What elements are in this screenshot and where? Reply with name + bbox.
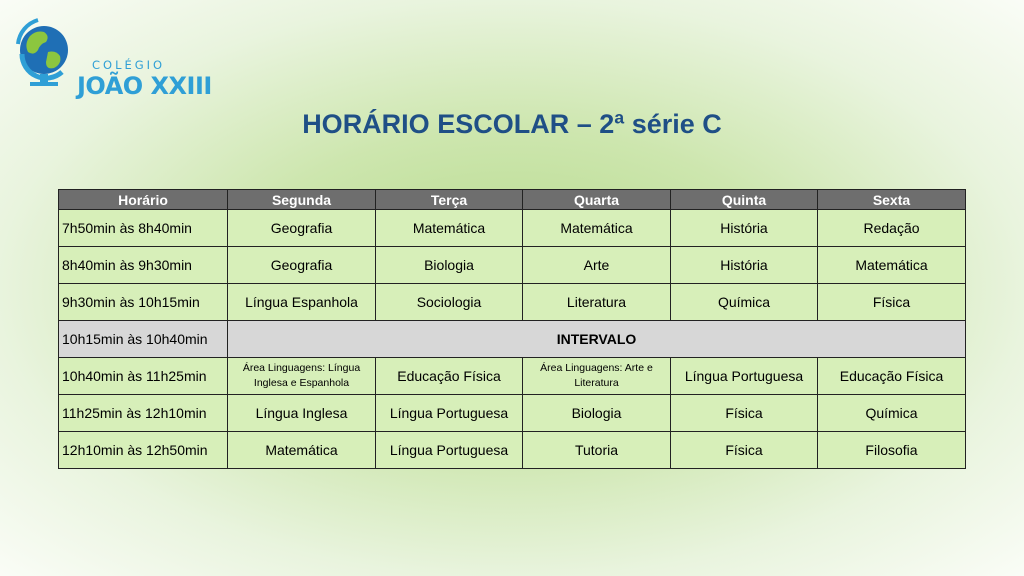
class-cell: Língua Portuguesa bbox=[376, 395, 523, 432]
class-cell: Redação bbox=[818, 210, 966, 247]
class-cell: Área Linguagens: Arte e Literatura bbox=[523, 358, 671, 395]
class-cell: História bbox=[671, 247, 818, 284]
table-row bbox=[59, 432, 966, 469]
class-cell: Área Linguagens: Língua Inglesa e Espanhola bbox=[228, 358, 376, 395]
class-cell: Literatura bbox=[523, 284, 671, 321]
class-cell: Educação Física bbox=[376, 358, 523, 395]
header-quinta: Quinta bbox=[671, 190, 818, 210]
table-header-row bbox=[59, 190, 966, 210]
class-cell: Língua Inglesa bbox=[228, 395, 376, 432]
header-quarta: Quarta bbox=[523, 190, 671, 210]
header-segunda: Segunda bbox=[228, 190, 376, 210]
interval-row bbox=[59, 321, 966, 358]
table-row bbox=[59, 210, 966, 247]
school-logo bbox=[10, 14, 240, 100]
class-cell: Física bbox=[818, 284, 966, 321]
class-cell: Química bbox=[671, 284, 818, 321]
table-row bbox=[59, 247, 966, 284]
table-row bbox=[59, 395, 966, 432]
class-cell: Matemática bbox=[376, 210, 523, 247]
class-cell: Química bbox=[818, 395, 966, 432]
schedule-table bbox=[58, 189, 966, 469]
header-terca: Terça bbox=[376, 190, 523, 210]
class-cell: Educação Física bbox=[818, 358, 966, 395]
logo-name-text: JOÃO XXIII bbox=[77, 72, 212, 100]
class-cell: Matemática bbox=[523, 210, 671, 247]
class-cell: Língua Portuguesa bbox=[671, 358, 818, 395]
time-cell: 11h25min às 12h10min bbox=[59, 395, 228, 432]
globe-logo-icon bbox=[10, 14, 76, 88]
class-cell: Filosofia bbox=[818, 432, 966, 469]
class-cell: História bbox=[671, 210, 818, 247]
class-cell: Matemática bbox=[818, 247, 966, 284]
time-cell: 7h50min às 8h40min bbox=[59, 210, 228, 247]
time-cell: 8h40min às 9h30min bbox=[59, 247, 228, 284]
class-cell: Língua Portuguesa bbox=[376, 432, 523, 469]
class-cell: Geografia bbox=[228, 247, 376, 284]
class-cell: Geografia bbox=[228, 210, 376, 247]
time-cell: 12h10min às 12h50min bbox=[59, 432, 228, 469]
table-row bbox=[59, 358, 966, 395]
class-cell: Biologia bbox=[376, 247, 523, 284]
class-cell: Matemática bbox=[228, 432, 376, 469]
class-cell: Biologia bbox=[523, 395, 671, 432]
time-cell: 10h15min às 10h40min bbox=[59, 321, 228, 358]
class-cell: Sociologia bbox=[376, 284, 523, 321]
header-horario: Horário bbox=[59, 190, 228, 210]
interval-cell: INTERVALO bbox=[228, 321, 966, 358]
header-sexta: Sexta bbox=[818, 190, 966, 210]
class-cell: Arte bbox=[523, 247, 671, 284]
logo-college-text: COLÉGIO bbox=[92, 58, 166, 72]
table-row bbox=[59, 284, 966, 321]
class-cell: Física bbox=[671, 395, 818, 432]
class-cell: Física bbox=[671, 432, 818, 469]
time-cell: 9h30min às 10h15min bbox=[59, 284, 228, 321]
time-cell: 10h40min às 11h25min bbox=[59, 358, 228, 395]
class-cell: Tutoria bbox=[523, 432, 671, 469]
class-cell: Língua Espanhola bbox=[228, 284, 376, 321]
page-title: HORÁRIO ESCOLAR – 2ª série C bbox=[302, 109, 722, 139]
